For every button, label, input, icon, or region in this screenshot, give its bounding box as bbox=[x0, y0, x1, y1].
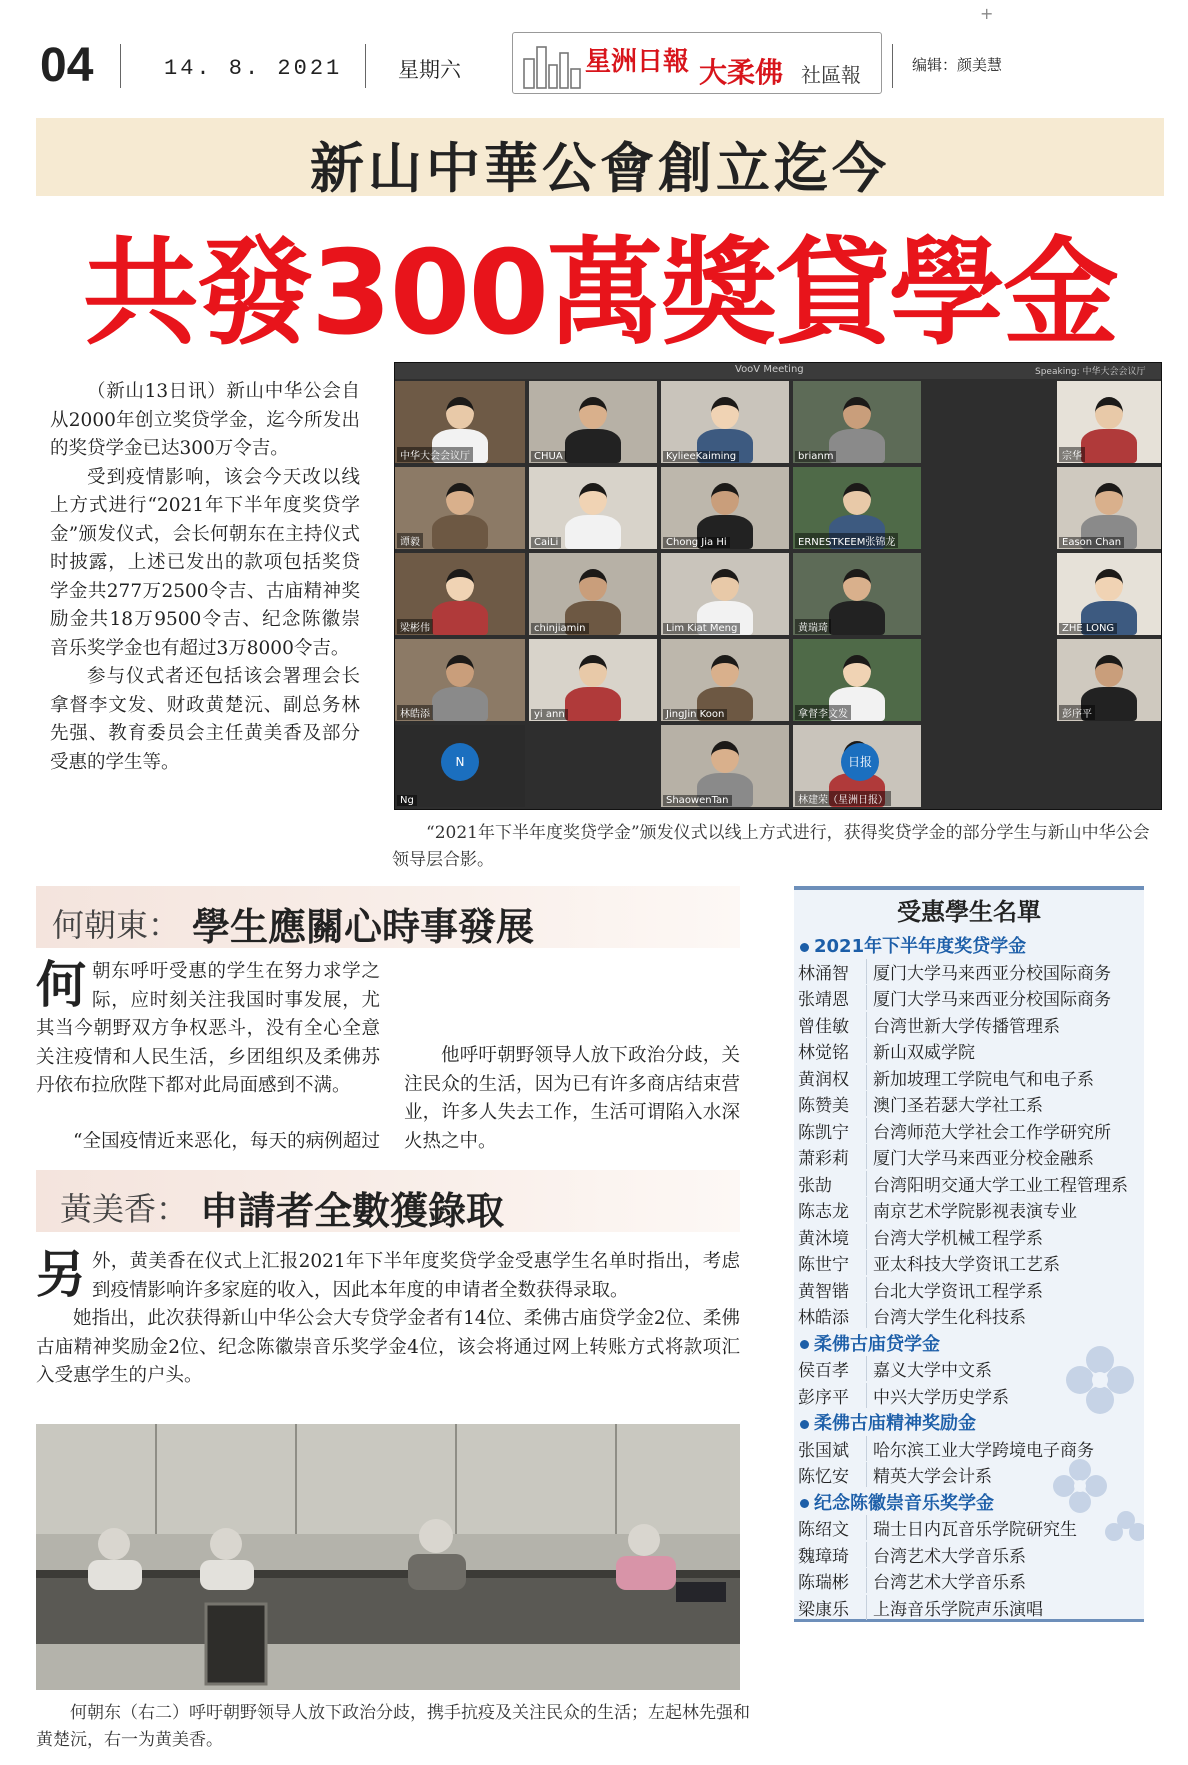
lead-paragraph: 参与仪式者还包括该会署理会长拿督李文发、财政黄楚沅、副总务林先强、教育委员会主任黄美香及部分受惠的学生等。 bbox=[50, 666, 360, 773]
student-school: 台湾大学机械工程学系 bbox=[866, 1224, 1043, 1249]
student-name: 林涌智 bbox=[798, 963, 849, 984]
participant-tile bbox=[395, 639, 525, 721]
participant-name: 中华大会会议厅 bbox=[397, 447, 473, 462]
section2-speaker: 黃美香： bbox=[60, 1190, 189, 1228]
participant-face bbox=[711, 655, 739, 687]
participant-name: ShaowenTan bbox=[663, 795, 732, 806]
beneficiary-row bbox=[798, 1595, 1144, 1621]
student-name: 陈忆安 bbox=[798, 1467, 849, 1487]
beneficiary-row bbox=[798, 1171, 1144, 1197]
participant-face bbox=[446, 655, 474, 687]
participant-name: KylieeKaiming bbox=[663, 451, 739, 462]
weekday: 星期六 bbox=[398, 58, 461, 82]
participant-name: CaiLi bbox=[531, 537, 561, 548]
beneficiary-row bbox=[798, 1542, 1144, 1568]
participant-body bbox=[432, 687, 488, 721]
participant-name: CHUA bbox=[531, 451, 566, 462]
participant-body bbox=[829, 429, 885, 463]
student-school: 台湾阳明交通大学工业工程管理系 bbox=[866, 1171, 1128, 1196]
student-name: 陈瑞彬 bbox=[798, 1573, 849, 1593]
issue-date: 14. 8. 2021 bbox=[164, 56, 343, 81]
participant-name: brianm bbox=[795, 451, 836, 462]
beneficiary-category bbox=[800, 932, 1026, 958]
participant-face bbox=[579, 483, 607, 515]
participant-body bbox=[829, 601, 885, 635]
participant-face bbox=[446, 397, 474, 429]
skyline-icon bbox=[521, 41, 583, 89]
beneficiary-row bbox=[798, 1356, 1144, 1382]
dropcap: 何 bbox=[36, 955, 86, 1014]
student-name: 萧彩莉 bbox=[798, 1149, 849, 1169]
student-name: 陈凯宁 bbox=[798, 1122, 849, 1143]
photo2-caption bbox=[36, 1700, 756, 1754]
student-school: 新加坡理工学院电气和电子系 bbox=[866, 1065, 1094, 1090]
participant-face bbox=[711, 397, 739, 429]
participant-tile bbox=[661, 467, 789, 549]
participant-tile bbox=[1057, 553, 1161, 635]
logo-suffix: 社區報 bbox=[801, 63, 861, 87]
section1-title: 學生應關心時事發展 bbox=[192, 905, 535, 949]
beneficiary-row bbox=[798, 1038, 1144, 1064]
student-school: 台北大学资讯工程学系 bbox=[866, 1277, 1043, 1302]
student-school: 新山双威学院 bbox=[866, 1038, 975, 1063]
student-name: 陈绍文 bbox=[798, 1520, 849, 1540]
beneficiary-category bbox=[800, 1489, 994, 1515]
header-divider bbox=[892, 44, 893, 88]
participant-tile bbox=[661, 725, 789, 807]
participant-tile bbox=[529, 639, 657, 721]
meeting-app-title: VooV Meeting bbox=[735, 364, 804, 375]
participant-name: 黄瑞琦 bbox=[795, 619, 831, 634]
participant-tile bbox=[661, 381, 789, 463]
beneficiary-category bbox=[800, 1330, 940, 1356]
participant-face bbox=[711, 569, 739, 601]
participant-face bbox=[1095, 655, 1123, 687]
beneficiary-row bbox=[798, 1224, 1144, 1250]
page-number: 04 bbox=[40, 39, 94, 92]
student-school: 瑞士日内瓦音乐学院研究生 bbox=[866, 1515, 1077, 1540]
participant-tile bbox=[529, 381, 657, 463]
participant-face bbox=[446, 483, 474, 515]
participant-tile bbox=[661, 639, 789, 721]
participant-name: 彭序平 bbox=[1059, 705, 1095, 720]
participant-name: Eason Chan bbox=[1059, 537, 1124, 548]
section1-col1b bbox=[36, 1128, 380, 1156]
lead-paragraph: （新山13日讯）新山中华公会自从2000年创立奖贷学金，迄今所发出的奖贷学金已达300万令吉。 bbox=[50, 381, 360, 459]
section1-col2 bbox=[404, 958, 740, 1156]
student-school: 台湾师范大学社会工作学研究所 bbox=[866, 1118, 1111, 1143]
headline-main: 共發300萬獎貸學金 bbox=[82, 226, 1118, 361]
section1-paragraph: “全国疫情近来恶化，每天的病例超过 bbox=[73, 1131, 380, 1152]
student-school: 厦门大学马来西亚分校金融系 bbox=[866, 1144, 1094, 1169]
bullet-icon bbox=[800, 1420, 809, 1429]
participant-tile bbox=[793, 553, 921, 635]
participant-face bbox=[1095, 569, 1123, 601]
beneficiary-row bbox=[798, 985, 1144, 1011]
bullet-icon bbox=[800, 1499, 809, 1508]
student-name: 魏璋琦 bbox=[798, 1546, 849, 1567]
meeting-top-bar bbox=[395, 363, 1161, 379]
participant-name: 梁彬伟 bbox=[397, 619, 433, 634]
student-name: 陈赞美 bbox=[798, 1096, 849, 1116]
section1-paragraph: 他呼吁朝野领导人放下政治分歧，关注民众的生活，因为已有许多商店结束营业，许多人失去工作，生活可谓陷入水深火热之中。 bbox=[404, 1045, 740, 1152]
student-school: 台湾大学生化科技系 bbox=[866, 1303, 1026, 1328]
beneficiary-row bbox=[798, 1303, 1144, 1329]
participant-body bbox=[432, 515, 488, 549]
speaking-indicator: Speaking: 中华大会会议厅 bbox=[1035, 367, 1146, 377]
participant-face bbox=[843, 655, 871, 687]
beneficiary-row bbox=[798, 1462, 1144, 1488]
beneficiary-row bbox=[798, 1436, 1144, 1462]
participant-name: Lim Kiat Meng bbox=[663, 623, 740, 634]
student-school: 亚太科技大学资讯工艺系 bbox=[866, 1250, 1060, 1275]
participant-face bbox=[1095, 483, 1123, 515]
category-label: 纪念陈徽崇音乐奖学金 bbox=[814, 1492, 994, 1514]
section2-paragraph: 外，黄美香在仪式上汇报2021年下半年度奖贷学金受惠学生名单时指出，考虑到疫情影响许多家庭的收入，因此本年度的申请者全数获得录取。 bbox=[92, 1251, 740, 1301]
student-name: 林皓添 bbox=[798, 1308, 849, 1328]
participant-face bbox=[1095, 397, 1123, 429]
participant-face bbox=[579, 397, 607, 429]
header-divider bbox=[365, 44, 366, 88]
section2-paragraph: 她指出，此次获得新山中华公会大专贷学金者有14位、柔佛古庙贷学金2位、柔佛古庙精神奖励金2位、纪念陈徽崇音乐奖学金4位，该会将通过网上转账方式将款项汇入受惠学生的户头。 bbox=[36, 1308, 740, 1386]
participant-tile bbox=[529, 553, 657, 635]
avatar: N bbox=[441, 743, 479, 781]
participant-face bbox=[579, 569, 607, 601]
student-name: 黄沐境 bbox=[798, 1228, 849, 1249]
participant-body bbox=[1081, 429, 1137, 463]
student-name: 林觉铭 bbox=[798, 1043, 849, 1063]
photo1-caption bbox=[392, 820, 1164, 874]
section1-paragraph: 朝东呼吁受惠的学生在努力求学之际，应时刻关注我国时事发展，尤其当今朝野双方争权恶斗，没有全心全意关注疫情和人民生活，乡团组织及柔佛苏丹依布拉欣陛下都对此局面感到不满。 bbox=[36, 961, 380, 1096]
header-divider bbox=[120, 44, 121, 88]
avatar: 日报 bbox=[841, 743, 879, 781]
student-school: 哈尔滨工业大学跨境电子商务 bbox=[866, 1436, 1094, 1461]
video-call-photo bbox=[394, 362, 1162, 810]
student-school: 台湾世新大学传播管理系 bbox=[866, 1012, 1060, 1037]
student-name: 陈世宁 bbox=[798, 1255, 849, 1275]
participant-face bbox=[579, 655, 607, 687]
student-school: 台湾艺术大学音乐系 bbox=[866, 1568, 1026, 1593]
dropcap: 另 bbox=[36, 1245, 86, 1304]
beneficiary-row bbox=[798, 1091, 1144, 1117]
section1-col1 bbox=[36, 955, 380, 1101]
meeting-photo bbox=[36, 1424, 740, 1690]
participant-name: yi ann bbox=[531, 709, 568, 720]
student-name: 张靖恩 bbox=[798, 990, 849, 1010]
participant-body bbox=[432, 601, 488, 635]
participant-face bbox=[843, 569, 871, 601]
student-name: 侯百孝 bbox=[798, 1361, 849, 1381]
beneficiary-row bbox=[798, 1012, 1144, 1038]
category-label: 2021年下半年度奖贷学金 bbox=[814, 936, 1027, 957]
student-school: 嘉义大学中文系 bbox=[866, 1356, 992, 1381]
student-school: 台湾艺术大学音乐系 bbox=[866, 1542, 1026, 1567]
participant-face bbox=[843, 483, 871, 515]
photo2-caption-text: 何朝东（右二）呼吁朝野领导人放下政治分歧，携手抗疫及关注民众的生活；左起林先强和黄楚沅，右一为黄美香。 bbox=[36, 1703, 750, 1750]
student-name: 张劼 bbox=[798, 1175, 832, 1196]
crop-mark: + bbox=[980, 4, 994, 23]
logo-paper-name: 星洲日報 bbox=[585, 47, 690, 77]
meeting-room-illustration bbox=[36, 1424, 740, 1690]
participant-name: JingJin Koon bbox=[663, 709, 727, 720]
participant-tile bbox=[529, 467, 657, 549]
beneficiary-row bbox=[798, 1144, 1144, 1170]
beneficiary-row bbox=[798, 1197, 1144, 1223]
student-school: 南京艺术学院影视表演专业 bbox=[866, 1197, 1077, 1222]
participant-tile bbox=[1057, 639, 1161, 721]
participant-tile bbox=[1057, 467, 1161, 549]
student-school: 精英大学会计系 bbox=[866, 1462, 992, 1487]
beneficiary-row bbox=[798, 1065, 1144, 1091]
headline-kicker: 新山中華公會創立迄今 bbox=[310, 136, 890, 200]
participant-tile bbox=[395, 553, 525, 635]
lead-article bbox=[50, 378, 360, 777]
category-label: 柔佛古庙贷学金 bbox=[814, 1333, 940, 1355]
section2-title: 申請者全數獲錄取 bbox=[200, 1189, 505, 1233]
beneficiary-list-title: 受惠學生名單 bbox=[897, 898, 1041, 926]
participant-tile bbox=[793, 381, 921, 463]
participant-body bbox=[565, 515, 621, 549]
student-school: 澳门圣若瑟大学社工系 bbox=[866, 1091, 1043, 1116]
beneficiary-row bbox=[798, 1515, 1144, 1541]
logo-region: 大柔佛 bbox=[699, 56, 784, 89]
student-school: 厦门大学马来西亚分校国际商务 bbox=[866, 959, 1111, 984]
participant-name: 林建荣（星洲日报） bbox=[795, 791, 891, 806]
student-name: 黄智锴 bbox=[798, 1281, 849, 1302]
participant-name: 拿督李文发 bbox=[795, 705, 851, 720]
participant-name: 林皓添 bbox=[397, 705, 433, 720]
participant-tile bbox=[661, 553, 789, 635]
participant-tile bbox=[1057, 381, 1161, 463]
participant-tile bbox=[793, 467, 921, 549]
student-name: 彭序平 bbox=[798, 1387, 849, 1408]
bullet-icon bbox=[800, 1340, 809, 1349]
editor-credit: 编辑：颜美慧 bbox=[912, 56, 1003, 74]
participant-body bbox=[565, 429, 621, 463]
participant-name: ERNESTKEEM张锦龙 bbox=[795, 533, 898, 548]
participant-name: ZHE LONG bbox=[1059, 623, 1117, 634]
participant-name: 宗华 bbox=[1059, 447, 1085, 462]
participant-tile bbox=[395, 467, 525, 549]
newspaper-logo bbox=[512, 32, 882, 94]
student-name: 陈志龙 bbox=[798, 1202, 849, 1222]
section2-article bbox=[36, 1245, 740, 1391]
photo1-caption-text: “2021年下半年度奖贷学金”颁发仪式以线上方式进行，获得奖贷学金的部分学生与新山中华公会领导层合影。 bbox=[392, 823, 1150, 870]
participant-body bbox=[565, 687, 621, 721]
participant-face bbox=[843, 397, 871, 429]
student-school: 中兴大学历史学系 bbox=[866, 1383, 1009, 1408]
participant-face bbox=[711, 741, 739, 773]
beneficiary-row bbox=[798, 1568, 1144, 1594]
section1-speaker: 何朝東： bbox=[52, 906, 181, 944]
beneficiary-row bbox=[798, 1118, 1144, 1144]
student-school: 厦门大学马来西亚分校国际商务 bbox=[866, 985, 1111, 1010]
participant-face bbox=[711, 483, 739, 515]
student-school: 上海音乐学院声乐演唱 bbox=[866, 1595, 1043, 1620]
beneficiary-row bbox=[798, 1277, 1144, 1303]
participant-tile bbox=[793, 639, 921, 721]
participant-name: 谭毅 bbox=[397, 533, 423, 548]
participant-name: Ng bbox=[397, 795, 417, 806]
participant-face bbox=[446, 569, 474, 601]
bullet-icon bbox=[800, 943, 809, 952]
student-name: 黄润权 bbox=[798, 1069, 849, 1090]
category-label: 柔佛古庙精神奖励金 bbox=[814, 1413, 976, 1434]
beneficiary-row bbox=[798, 1250, 1144, 1276]
participant-tile bbox=[395, 381, 525, 463]
beneficiary-category bbox=[800, 1409, 976, 1435]
lead-paragraph: 受到疫情影响，该会今天改以线上方式进行“2021年下半年度奖贷学金”颁发仪式，会长何朝东在主持仪式时披露，上述已发出的款项包括奖贷学金共277万2500令吉、古庙精神奖励金共18万9500令吉、纪念陈徽崇音乐奖学金也有超过3万8000令吉。 bbox=[50, 466, 360, 659]
student-name: 曾佳敏 bbox=[798, 1016, 849, 1037]
participant-name: chinjiamin bbox=[531, 623, 589, 634]
beneficiary-row bbox=[798, 959, 1144, 985]
participant-name: Chong Jia Hi bbox=[663, 537, 730, 548]
student-name: 张国斌 bbox=[798, 1440, 849, 1461]
beneficiary-row bbox=[798, 1383, 1144, 1409]
student-name: 梁康乐 bbox=[798, 1599, 849, 1620]
